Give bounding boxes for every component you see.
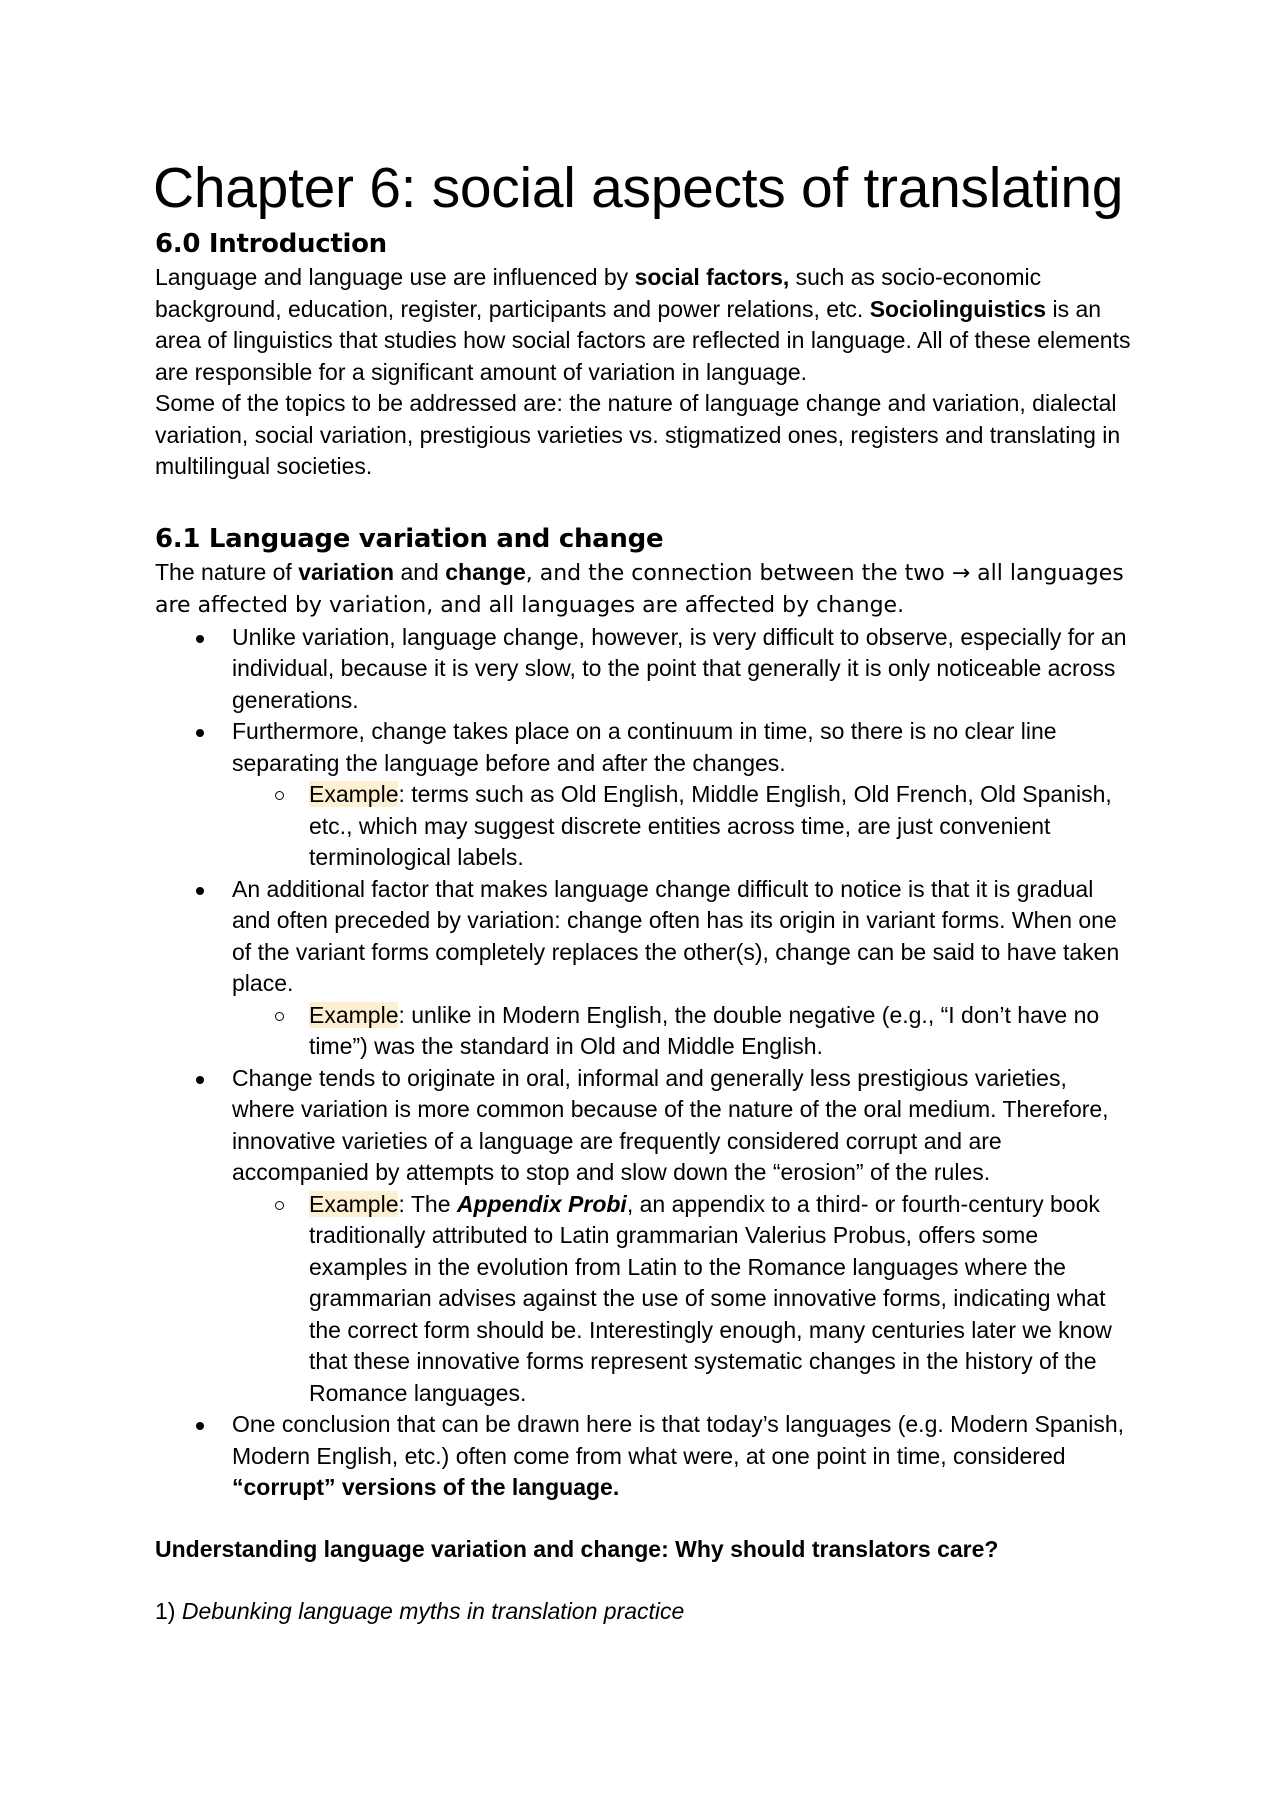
sub-bullet-list	[232, 779, 1135, 874]
intro-heading: 6.0 Introduction	[155, 229, 387, 259]
sub-bullet-list	[232, 1189, 1135, 1410]
bold-term: change	[445, 558, 526, 585]
example-highlight: Example	[309, 781, 399, 807]
bold-term: variation	[298, 558, 395, 585]
bold-italic-term: Appendix Probi	[456, 1190, 627, 1217]
intro-paragraph-2: Some of the topics to be addressed are: the nature of language change and variation, dialectal variation, social variation, prestigious varieties vs. stigmatized ones, registers and translating in multilingual societies.	[155, 390, 1121, 479]
item-number: 1)	[155, 1598, 182, 1624]
example-highlight: Example	[309, 1001, 399, 1028]
example-item	[309, 1000, 1135, 1063]
bullet-list	[155, 622, 1135, 1504]
example-highlight: Example	[309, 1190, 399, 1217]
sub-bullet-list	[232, 1000, 1135, 1063]
bullet-item	[232, 874, 1135, 1063]
text-run: , and the connection between the two → all languages are affected by variation, and all languages are affected by change.	[155, 560, 1124, 618]
italic-text: Debunking language myths in translation practice	[181, 1598, 685, 1624]
text-run: Change tends to originate in oral, informal and generally less prestigious varieties, where variation is more common because of the nature of the oral medium. Therefore, innovative varieties of a language are frequently considered corrupt and are accompanied by attempts to stop and slow down the “erosion” of the rules.	[232, 1064, 1109, 1185]
section-lead	[155, 557, 1135, 622]
text-run: Language and language use are influenced by	[155, 264, 635, 290]
bullet-item	[232, 1063, 1135, 1410]
numbered-item	[155, 1596, 1135, 1628]
text-run: , an appendix to a third- or fourth-century book traditionally attributed to Latin grammarian Valerius Probus, offers some examples in the evolution from Latin to the Romance languages where the grammarian advises against the use of some innovative forms, indicating what the correct form should be. Interestingly enough, many centuries later we know that these innovative forms represent systematic changes in the history of the Romance languages.	[309, 1190, 1112, 1406]
bold-term: social factors,	[634, 264, 790, 290]
text-run: An additional factor that makes language change difficult to notice is that it is gradual and often preceded by variation: change often has its origin in variant forms. When one of the variant forms completely replaces the other(s), change can be said to have taken place.	[232, 875, 1120, 996]
intro-paragraph-1	[155, 262, 1135, 388]
example-item	[309, 779, 1135, 874]
bullet-item	[232, 1409, 1135, 1504]
bullet-item: Unlike variation, language change, however, is very difficult to observe, especially for an individual, because it is very slow, to the point that generally it is only noticeable across generations.	[232, 622, 1135, 717]
chapter-title: Chapter 6: social aspects of translating	[153, 156, 1124, 220]
text-run: such as socio-economic background, education, register, participants and power relations, etc.	[155, 264, 1042, 322]
document-page	[155, 150, 1135, 1628]
section-heading: 6.1 Language variation and change	[155, 523, 664, 554]
text-run: and	[394, 558, 446, 585]
text-run: : The	[398, 1190, 457, 1217]
question-heading: Understanding language variation and change: Why should translators care?	[155, 1535, 999, 1562]
text-run: is an area of linguistics that studies how social factors are reflected in language. All of these elements are responsible for a significant amount of variation in language.	[155, 295, 1131, 385]
text-run: One conclusion that can be drawn here is that today’s languages (e.g. Modern Spanish, Modern English, etc.) often come from what were, at one point in time, considered	[232, 1411, 1125, 1469]
text-run: The nature of	[155, 558, 299, 585]
example-item	[309, 1189, 1135, 1410]
text-run: : unlike in Modern English, the double negative (e.g., “I don’t have no time”) was the standard in Old and Middle English.	[309, 1001, 1100, 1059]
bold-term: Sociolinguistics	[869, 295, 1047, 322]
bold-term: “corrupt” versions of the language.	[232, 1474, 620, 1500]
text-run: : terms such as Old English, Middle English, Old French, Old Spanish, etc., which may suggest discrete entities across time, are just convenient terminological labels.	[309, 781, 1112, 870]
bullet-item	[232, 716, 1135, 874]
text-run: Furthermore, change takes place on a continuum in time, so there is no clear line separating the language before and after the changes.	[232, 718, 1057, 776]
